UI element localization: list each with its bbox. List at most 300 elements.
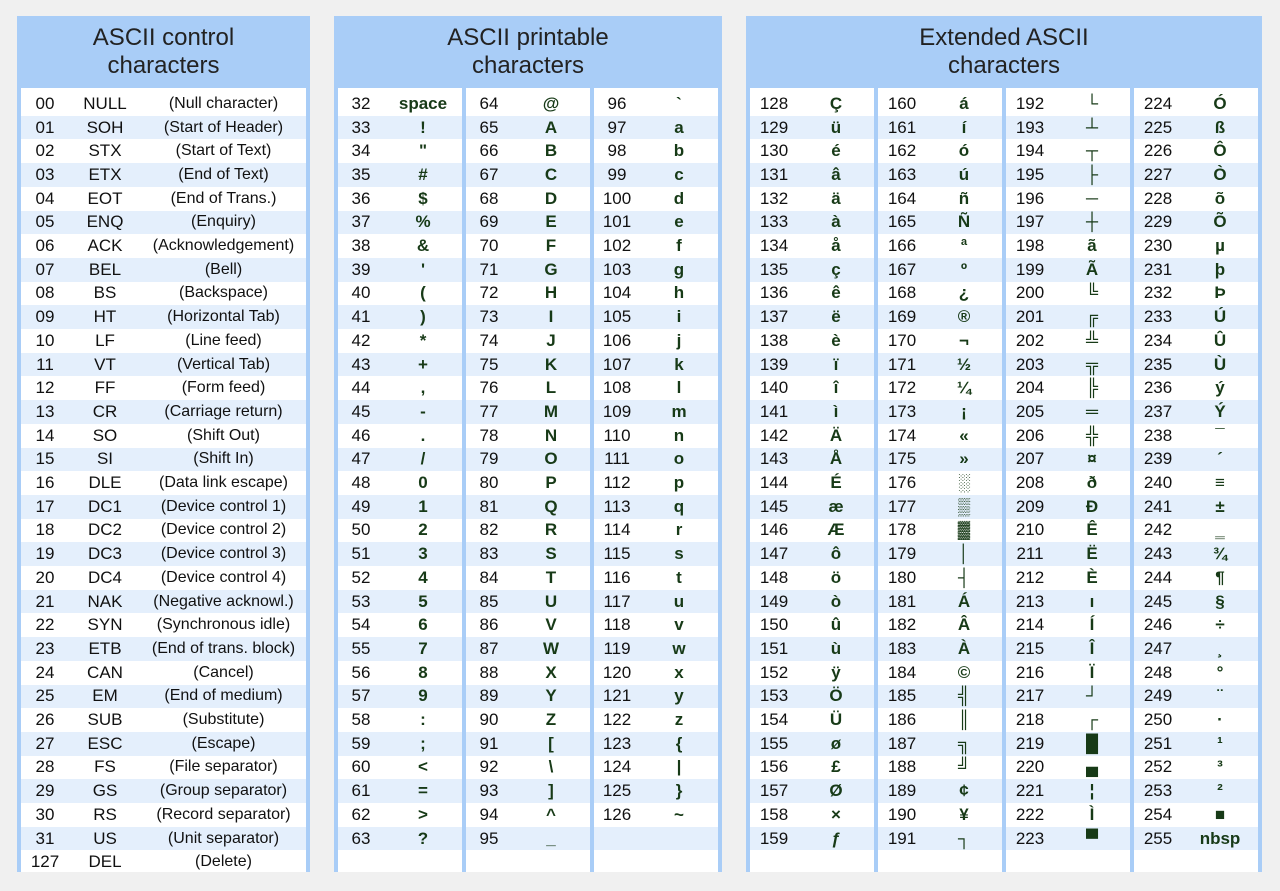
char-code: 228	[1143, 188, 1173, 208]
char-code: 181	[887, 591, 917, 611]
char-glyph: n	[673, 425, 685, 445]
char-glyph: z	[674, 710, 684, 730]
table-row	[750, 827, 874, 851]
table-row	[21, 613, 306, 637]
char-code: 80	[479, 473, 499, 493]
char-glyph: ÿ	[831, 662, 841, 682]
table-row	[338, 756, 462, 780]
char-glyph: :	[420, 710, 426, 730]
char-glyph: ı	[1089, 591, 1095, 611]
char-code: 39	[351, 259, 371, 279]
char-glyph: ²	[1217, 781, 1223, 801]
control-panel	[17, 16, 310, 872]
char-glyph: y	[674, 686, 684, 706]
table-row	[338, 116, 462, 140]
char-code: 231	[1143, 259, 1173, 279]
char-code: 183	[887, 638, 917, 658]
char-glyph: ±	[1215, 496, 1225, 516]
char-glyph: L	[545, 378, 557, 398]
extended-title-line1: Extended ASCII	[919, 24, 1089, 51]
char-code: 187	[887, 733, 917, 753]
char-code: 160	[887, 93, 917, 113]
char-glyph: !	[420, 117, 426, 137]
char-code: 146	[759, 520, 789, 540]
char-description: (End of Trans.)	[170, 189, 277, 207]
char-abbrev: SOH	[86, 117, 124, 137]
char-code: 221	[1015, 781, 1045, 801]
table-row	[594, 282, 718, 306]
char-code: 138	[759, 330, 789, 350]
char-glyph: ]	[548, 781, 554, 801]
table-row	[594, 779, 718, 803]
table-row	[878, 163, 1002, 187]
char-glyph: +	[418, 354, 428, 374]
char-glyph: J	[546, 330, 556, 350]
char-glyph: 9	[418, 686, 428, 706]
char-code: 76	[479, 378, 499, 398]
char-code: 93	[479, 781, 499, 801]
char-description: (Unit separator)	[167, 829, 280, 847]
char-glyph: p	[673, 473, 685, 493]
char-glyph: û	[830, 615, 842, 635]
char-description: (Enquiry)	[191, 213, 256, 231]
char-code: 240	[1143, 473, 1173, 493]
char-glyph: I	[548, 307, 554, 327]
char-abbrev: DC4	[87, 567, 122, 587]
table-row	[466, 187, 590, 211]
table-row	[466, 92, 590, 116]
table-row	[1006, 661, 1130, 685]
char-glyph: >	[418, 804, 428, 824]
char-glyph: W	[542, 638, 560, 658]
table-row	[338, 234, 462, 258]
table-row	[21, 827, 306, 851]
char-code: 66	[479, 141, 499, 161]
char-glyph: e	[674, 212, 684, 232]
char-abbrev: ETB	[88, 638, 122, 658]
char-glyph: Í	[1089, 615, 1095, 635]
char-glyph: ú	[958, 164, 970, 184]
char-code: 175	[887, 449, 917, 469]
char-abbrev: STX	[88, 141, 122, 161]
char-code: 01	[35, 117, 55, 137]
char-code: 245	[1143, 591, 1173, 611]
char-code: 189	[887, 781, 917, 801]
table-row	[1006, 92, 1130, 116]
char-glyph: ≡	[1215, 473, 1225, 493]
table-row	[338, 376, 462, 400]
char-code: 09	[35, 307, 55, 327]
table-row	[878, 542, 1002, 566]
table-row	[21, 305, 306, 329]
char-code: 126	[602, 804, 632, 824]
table-row	[21, 471, 306, 495]
char-abbrev: CR	[92, 401, 118, 421]
char-code: 185	[887, 686, 917, 706]
char-glyph: ░	[957, 473, 971, 493]
char-glyph: «	[959, 425, 969, 445]
char-glyph: F	[545, 236, 557, 256]
char-glyph: &	[416, 236, 430, 256]
table-row	[466, 685, 590, 709]
table-row	[338, 424, 462, 448]
char-glyph: ?	[417, 828, 429, 848]
table-row	[594, 187, 718, 211]
char-code: 46	[351, 425, 371, 445]
char-glyph: µ	[1215, 236, 1225, 256]
char-code: 120	[602, 662, 632, 682]
char-code: 224	[1143, 93, 1173, 113]
char-code: 150	[759, 615, 789, 635]
char-code: 117	[603, 591, 631, 611]
char-description: (Vertical Tab)	[176, 355, 271, 373]
char-glyph: ╠	[1085, 378, 1099, 398]
char-code: 212	[1015, 567, 1045, 587]
char-code: 38	[351, 236, 371, 256]
table-row	[1134, 163, 1258, 187]
char-glyph: Ê	[1086, 520, 1098, 540]
table-row	[878, 803, 1002, 827]
char-glyph: ®	[957, 307, 971, 327]
table-row	[466, 803, 590, 827]
char-code: 133	[759, 212, 789, 232]
char-code: 211	[1016, 544, 1044, 564]
char-code: 75	[479, 354, 499, 374]
table-row	[594, 732, 718, 756]
char-code: 247	[1143, 638, 1173, 658]
char-abbrev: GS	[92, 781, 118, 801]
char-code: 89	[479, 686, 499, 706]
char-code: 219	[1015, 733, 1045, 753]
table-row	[466, 211, 590, 235]
char-glyph: ¿	[958, 283, 970, 303]
char-glyph: v	[674, 615, 684, 635]
table-row	[466, 448, 590, 472]
char-glyph: /	[420, 449, 426, 469]
table-row	[21, 685, 306, 709]
char-glyph: 3	[418, 544, 428, 564]
table-row	[878, 92, 1002, 116]
table-row	[594, 211, 718, 235]
table-row	[21, 779, 306, 803]
table-row	[878, 329, 1002, 353]
char-code: 251	[1143, 733, 1173, 753]
char-code: 244	[1143, 567, 1173, 587]
table-row	[878, 424, 1002, 448]
table-row	[21, 566, 306, 590]
char-description: (Start of Header)	[163, 118, 284, 136]
table-row	[594, 305, 718, 329]
char-description: (Record separator)	[156, 805, 291, 823]
char-glyph: ¸	[1217, 638, 1223, 658]
table-row	[21, 400, 306, 424]
char-glyph: Ï	[1089, 662, 1095, 682]
char-code: 123	[602, 733, 632, 753]
char-code: 50	[351, 520, 371, 540]
char-glyph: C	[544, 164, 558, 184]
char-description: (Start of Text)	[175, 142, 272, 160]
table-row	[1006, 637, 1130, 661]
char-description: (End of medium)	[164, 687, 283, 705]
char-code: 196	[1015, 188, 1045, 208]
char-code: 12	[35, 378, 55, 398]
char-code: 243	[1143, 544, 1173, 564]
char-glyph: À	[957, 638, 971, 658]
char-code: 205	[1015, 401, 1045, 421]
char-code: 216	[1015, 662, 1045, 682]
char-glyph: ¬	[959, 330, 969, 350]
table-row	[750, 187, 874, 211]
table-row	[594, 329, 718, 353]
char-code: 217	[1015, 686, 1045, 706]
char-glyph: u	[673, 591, 685, 611]
control-column	[21, 88, 306, 872]
char-code: 193	[1015, 117, 1045, 137]
table-row	[21, 424, 306, 448]
table-row	[466, 542, 590, 566]
char-glyph: Ë	[1086, 544, 1098, 564]
char-description: (Data link escape)	[159, 474, 288, 492]
char-code: 61	[351, 781, 371, 801]
char-code: 137	[759, 307, 789, 327]
char-code: 44	[351, 378, 371, 398]
char-abbrev: SYN	[87, 615, 123, 635]
char-glyph: K	[544, 354, 558, 374]
table-row	[338, 590, 462, 614]
char-code: 73	[479, 307, 499, 327]
char-glyph: %	[415, 212, 431, 232]
char-description: (Device control 2)	[160, 521, 287, 539]
char-glyph: "	[418, 141, 428, 161]
char-code: 95	[479, 828, 499, 848]
char-glyph: ï	[833, 354, 839, 374]
char-code: 37	[351, 212, 371, 232]
table-row	[338, 685, 462, 709]
char-glyph: Þ	[1214, 283, 1226, 303]
table-row	[21, 708, 306, 732]
table-row	[878, 187, 1002, 211]
char-glyph: à	[831, 212, 841, 232]
table-row	[338, 613, 462, 637]
char-code: 214	[1015, 615, 1045, 635]
char-code: 194	[1015, 141, 1045, 161]
char-glyph: ƒ	[831, 828, 841, 848]
char-code: 15	[35, 449, 55, 469]
table-row	[1134, 661, 1258, 685]
char-code: 11	[36, 354, 54, 374]
table-row	[594, 519, 718, 543]
char-glyph: þ	[1214, 259, 1226, 279]
extended-panel	[746, 16, 1262, 872]
table-row	[21, 542, 306, 566]
printable-title-line1: ASCII printable	[447, 24, 609, 51]
table-row	[466, 258, 590, 282]
char-abbrev: DLE	[88, 473, 122, 493]
table-row	[1134, 305, 1258, 329]
char-code: 02	[35, 141, 55, 161]
table-row	[1134, 329, 1258, 353]
char-glyph: ┐	[957, 828, 971, 848]
char-code: 190	[887, 804, 917, 824]
char-code: 52	[351, 567, 371, 587]
table-row	[1134, 732, 1258, 756]
char-code: 121	[602, 686, 632, 706]
char-code: 45	[351, 401, 371, 421]
char-glyph: ▓	[957, 520, 971, 540]
char-glyph: ©	[957, 662, 971, 682]
table-row	[338, 258, 462, 282]
char-code: 56	[351, 662, 371, 682]
char-glyph: Ó	[1213, 93, 1227, 113]
table-row	[338, 732, 462, 756]
char-code: 136	[759, 283, 789, 303]
char-code: 13	[35, 401, 55, 421]
char-description: (Negative acknowl.)	[153, 592, 294, 610]
char-glyph: O	[544, 449, 558, 469]
char-code: 149	[759, 591, 789, 611]
char-glyph: a	[674, 117, 684, 137]
table-row	[21, 661, 306, 685]
table-row	[750, 803, 874, 827]
table-row	[878, 613, 1002, 637]
char-code: 144	[759, 473, 789, 493]
char-code: 33	[351, 117, 371, 137]
char-code: 161	[887, 117, 917, 137]
char-glyph: ×	[831, 804, 841, 824]
char-glyph: └	[1085, 93, 1099, 113]
char-code: 203	[1015, 354, 1045, 374]
char-glyph: ╝	[957, 757, 971, 777]
char-glyph: E	[545, 212, 557, 232]
char-glyph: ─	[1085, 188, 1099, 208]
char-code: 162	[887, 141, 917, 161]
table-row	[338, 305, 462, 329]
char-description: (Synchronous idle)	[156, 616, 291, 634]
table-row	[466, 163, 590, 187]
char-glyph: ▄	[1085, 757, 1099, 777]
char-code: 110	[603, 425, 631, 445]
table-row	[1006, 353, 1130, 377]
char-code: 53	[351, 591, 371, 611]
char-code: 113	[603, 496, 631, 516]
char-code: 168	[887, 283, 917, 303]
char-code: 233	[1143, 307, 1173, 327]
char-code: 10	[35, 330, 55, 350]
char-glyph: §	[1215, 591, 1225, 611]
char-abbrev: ACK	[87, 236, 123, 256]
char-glyph: Ñ	[957, 212, 971, 232]
char-code: 118	[603, 615, 631, 635]
table-row	[338, 448, 462, 472]
table-row	[878, 400, 1002, 424]
char-code: 96	[607, 93, 627, 113]
table-row	[878, 756, 1002, 780]
char-description: (Carriage return)	[164, 402, 283, 420]
char-glyph: ã	[1087, 236, 1097, 256]
table-row	[1006, 211, 1130, 235]
table-row	[466, 661, 590, 685]
table-row	[594, 139, 718, 163]
char-description: (Shift In)	[193, 450, 254, 468]
table-row	[878, 661, 1002, 685]
table-row	[466, 234, 590, 258]
table-row	[750, 258, 874, 282]
char-code: 82	[479, 520, 499, 540]
char-glyph: ê	[831, 283, 841, 303]
char-glyph: -	[420, 401, 426, 421]
table-row	[338, 566, 462, 590]
table-row	[594, 637, 718, 661]
char-abbrev: LF	[95, 330, 115, 350]
char-code: 36	[351, 188, 371, 208]
table-row	[1006, 613, 1130, 637]
table-row	[878, 305, 1002, 329]
table-row	[1006, 708, 1130, 732]
char-code: 225	[1143, 117, 1173, 137]
char-glyph: Ø	[829, 781, 843, 801]
char-code: 43	[351, 354, 371, 374]
printable-panel	[334, 16, 722, 872]
char-abbrev: DC1	[87, 496, 122, 516]
char-glyph: [	[548, 733, 554, 753]
char-glyph: ö	[830, 567, 842, 587]
char-code: 200	[1015, 283, 1045, 303]
char-code: 176	[887, 473, 917, 493]
char-code: 207	[1015, 449, 1045, 469]
char-glyph: ╚	[1085, 283, 1099, 303]
table-row	[750, 732, 874, 756]
table-row	[1134, 803, 1258, 827]
char-glyph: ì	[833, 401, 839, 421]
char-code: 65	[479, 117, 499, 137]
table-row	[466, 590, 590, 614]
table-row	[1134, 590, 1258, 614]
char-code: 130	[759, 141, 789, 161]
table-row	[21, 637, 306, 661]
table-row	[21, 495, 306, 519]
char-code: 184	[887, 662, 917, 682]
char-glyph: M	[543, 401, 559, 421]
table-row	[750, 92, 874, 116]
table-row	[878, 566, 1002, 590]
char-glyph: |	[676, 757, 682, 777]
char-glyph: Û	[1213, 330, 1227, 350]
table-row	[466, 329, 590, 353]
table-row	[750, 163, 874, 187]
char-code: 79	[479, 449, 499, 469]
table-row	[878, 139, 1002, 163]
table-row	[338, 850, 462, 872]
char-code: 112	[603, 473, 631, 493]
table-row	[750, 448, 874, 472]
char-code: 59	[351, 733, 371, 753]
table-row	[878, 471, 1002, 495]
char-code: 248	[1143, 662, 1173, 682]
table-row	[338, 163, 462, 187]
char-code: 124	[602, 757, 632, 777]
char-code: 108	[602, 378, 632, 398]
char-glyph: ╦	[1085, 354, 1099, 374]
char-code: 103	[602, 259, 632, 279]
char-code: 195	[1015, 164, 1045, 184]
char-code: 157	[759, 781, 789, 801]
char-description: (Horizontal Tab)	[167, 308, 280, 326]
table-row	[338, 827, 462, 851]
table-row	[21, 258, 306, 282]
char-glyph: ¦	[1089, 781, 1095, 801]
table-row	[21, 803, 306, 827]
table-row	[338, 211, 462, 235]
